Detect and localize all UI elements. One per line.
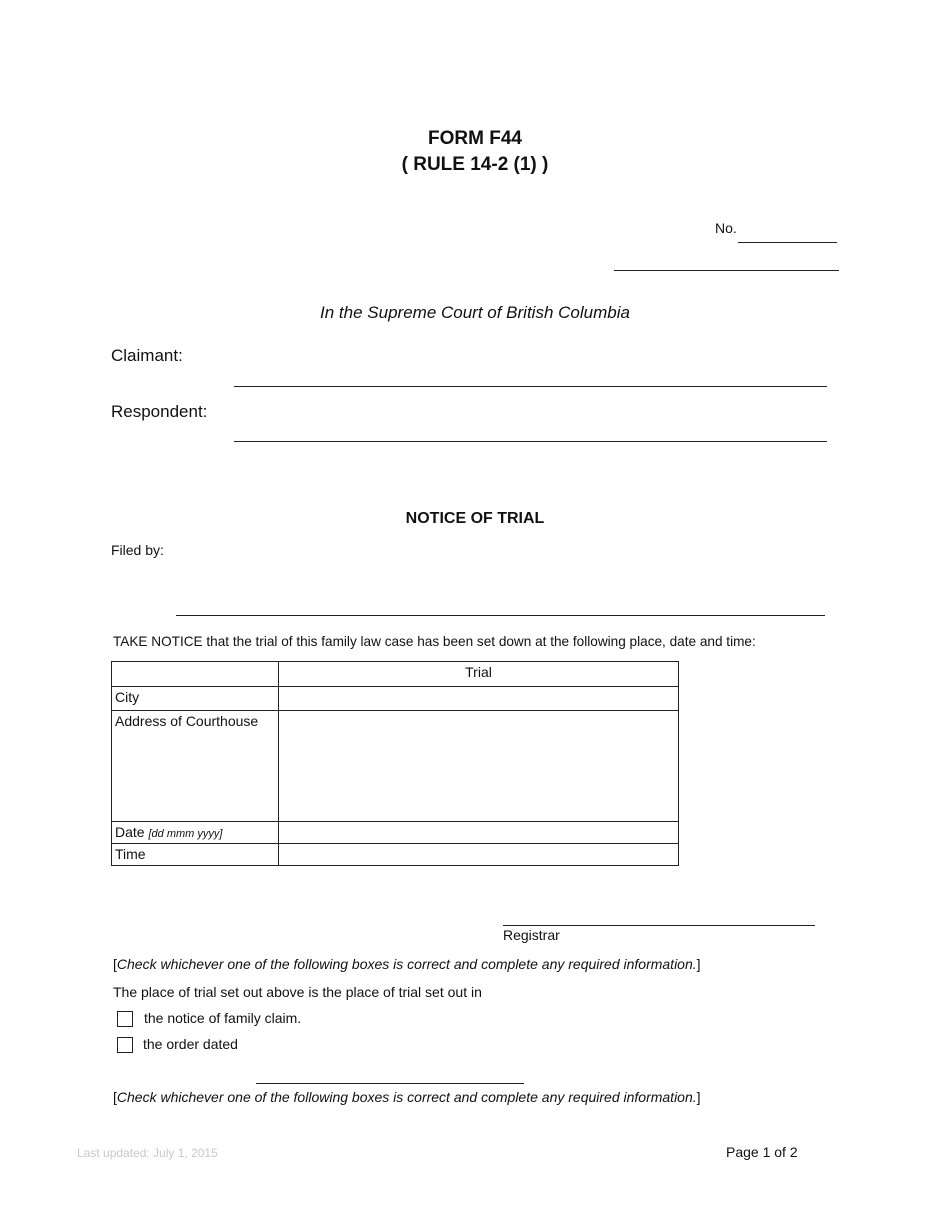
table-row: [112, 711, 679, 822]
time-field[interactable]: [279, 844, 679, 866]
registrar-signature-line[interactable]: [503, 925, 815, 926]
city-field[interactable]: [279, 687, 679, 711]
table-header-blank: [112, 662, 279, 687]
filed-by-label: Filed by:: [111, 542, 164, 558]
registrar-label: Registrar: [503, 927, 560, 943]
last-updated: Last updated: July 1, 2015: [77, 1146, 218, 1160]
form-title: FORM F44: [428, 128, 522, 149]
respondent-label: Respondent:: [111, 402, 208, 421]
claimant-label: Claimant:: [111, 346, 183, 365]
date-format-hint: [dd mmm yyyy]: [148, 828, 223, 840]
check-instruction-2: [Check whichever one of the following boxes is correct and complete any required information.]: [113, 1089, 701, 1105]
filed-by-field[interactable]: [176, 615, 825, 616]
table-row: [112, 822, 679, 844]
trial-column-header: Trial: [279, 662, 679, 687]
city-label: City: [112, 687, 279, 711]
notice-title: NOTICE OF TRIAL: [405, 510, 545, 527]
page-number: Page 1 of 2: [726, 1144, 798, 1160]
address-field[interactable]: [279, 711, 679, 822]
order-dated-checkbox[interactable]: [117, 1037, 133, 1053]
trial-details-table: [111, 661, 679, 866]
date-field[interactable]: [279, 822, 679, 844]
check-instruction-2-text: Check whichever one of the following boxes is correct and complete any required information.: [116, 1089, 697, 1105]
date-label: Date: [115, 824, 145, 840]
time-label: Time: [112, 844, 279, 866]
notice-family-claim-label: the notice of family claim.: [144, 1010, 302, 1026]
notice-family-claim-checkbox[interactable]: [117, 1011, 133, 1027]
table-row: [112, 662, 679, 687]
court-name: In the Supreme Court of British Columbia: [320, 303, 630, 322]
take-notice-text: TAKE NOTICE that the trial of this family law case has been set down at the following place, date and time:: [113, 634, 756, 649]
file-number-label: No.: [715, 220, 737, 236]
table-row: [112, 844, 679, 866]
respondent-field[interactable]: [234, 441, 827, 442]
order-date-field[interactable]: [256, 1083, 524, 1084]
place-text: The place of trial set out above is the place of trial set out in: [113, 984, 482, 1000]
order-dated-label: the order dated: [143, 1036, 238, 1052]
table-row: [112, 687, 679, 711]
date-label-cell: [112, 822, 279, 844]
form-rule: ( RULE 14-2 (1) ): [401, 154, 549, 175]
check-instruction-1-text: Check whichever one of the following boxes is correct and complete any required information.: [116, 956, 697, 972]
claimant-field[interactable]: [234, 386, 827, 387]
address-label: Address of Courthouse: [112, 711, 279, 822]
check-instruction-1: [Check whichever one of the following boxes is correct and complete any required information.]: [113, 956, 701, 972]
registry-field[interactable]: [614, 270, 839, 271]
file-number-field[interactable]: [738, 242, 837, 243]
